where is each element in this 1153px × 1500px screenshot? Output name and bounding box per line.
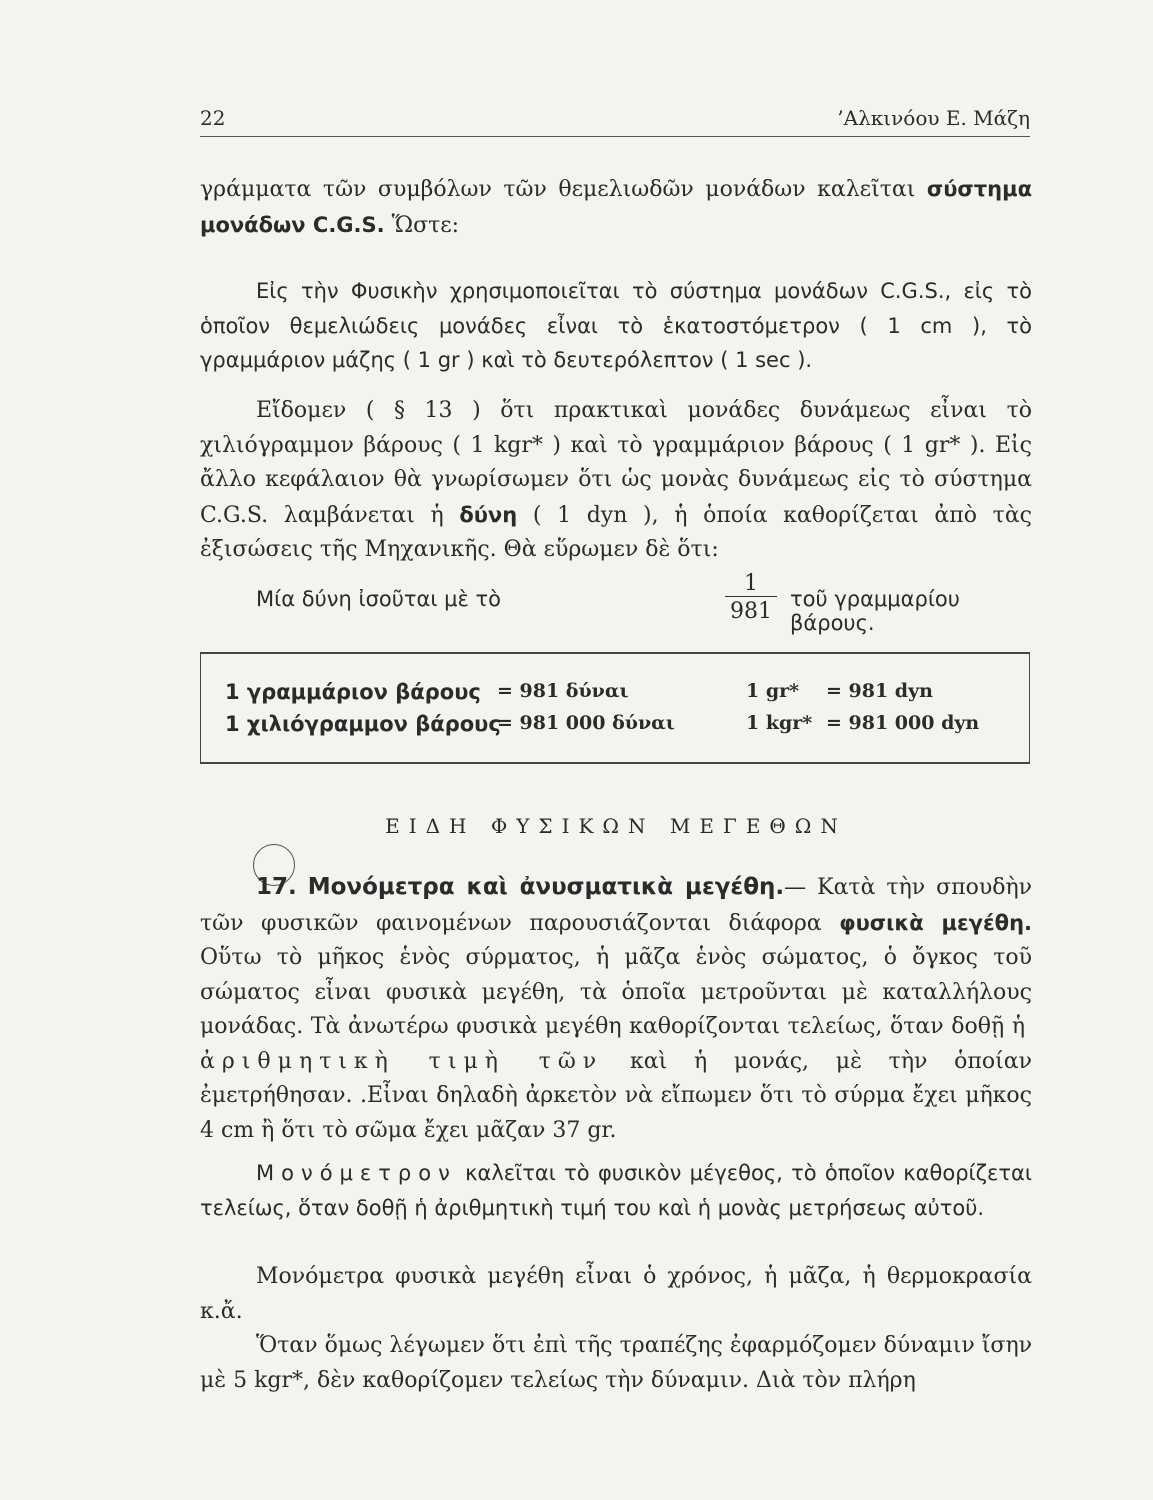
page-number: 22 (200, 106, 226, 130)
text-span: — Κατὰ τὴν σπουδὴν τῶν φυσικῶν φαινομένων παρουσιάζονται διάφορα (200, 875, 1033, 936)
paragraph-scalar-vector (200, 870, 1032, 1148)
conversion-row (201, 712, 1029, 742)
fraction-numerator: 1 (744, 571, 758, 596)
dyne-fraction-statement (200, 571, 1032, 635)
fraction (723, 572, 779, 623)
paragraph-dyne (200, 394, 1032, 568)
conversion-eq-dynes: = 981 δύναι (497, 680, 629, 702)
conversion-left: 1 χιλιόγραμμον βάρους (225, 712, 501, 736)
fraction-prefix: Μία δύνη ἰσοῦται μὲ τὸ (256, 587, 502, 611)
paragraph-cgs-intro (200, 172, 1032, 243)
text-span: καλεῖται τὸ φυσικὸν μέγεθος, τὸ ὁποῖον καθορίζεται τελείως, ὅταν δοθῇ ἡ ἀριθμητικὴ τιμή του καὶ ἡ μονὰς μετρήσεως αὐτοῦ. (200, 1161, 1032, 1220)
section-title: ΕΙΔΗ ΦΥΣΙΚΩΝ ΜΕΓΕΘΩΝ (385, 814, 847, 838)
conversion-unit: 1 kgr* (746, 712, 813, 734)
text-span: καὶ ἡ μονάς, μὲ τὴν ὁποίαν ἐμετρήθησαν. .Εἶναι δηλαδὴ ἀρκετὸν νὰ εἴπωμεν ὅτι τὸ σύρμα ἔχει μῆκος 4 cm ἢ ὅτι τὸ σῶμα ἔχει μᾶζαν 37 gr. (200, 1048, 1032, 1143)
unit-conversion-box (200, 652, 1030, 764)
conversion-unit: 1 gr* (746, 680, 800, 702)
paragraph-cgs-definition: Εἰς τὴν Φυσικὴν χρησιμοποιεῖται τὸ σύστημα μονάδων C.G.S., εἰς τὸ ὁποῖον θεμελιώδεις μονάδες εἶναι τὸ ἑκατοστόμετρον ( 1 cm ), τὸ γραμμάριον μάζης ( 1 gr ) καὶ τὸ δευτερόλεπτον ( 1 sec ). (200, 279, 1032, 372)
conversion-row (201, 680, 1029, 710)
fraction-denominator: 981 (730, 599, 772, 624)
spaced-term-scalar: Μονόμετρον (256, 1161, 457, 1185)
text-span: Οὕτω τὸ μῆκος ἑνὸς σύρματος, ἡ μᾶζα ἑνὸς σώματος, ὁ ὄγκος τοῦ σώματος εἶναι φυσικὰ μεγέθη, τὰ ὁποῖα μετροῦνται μὲ καταλλήλους μονάδας. Τὰ ἀνωτέρω φυσικὰ μεγέθη καθορίζονται τελείως, ὅταν δοθῇ (200, 945, 1032, 1039)
text-span: Εἴδομεν ( § 13 ) ὅτι πρακτικαὶ μονάδες δυνάμεως εἶναι τὸ χιλιόγραμμον βάρους ( 1 kgr* ) καὶ τὸ γραμμάριον βάρους ( 1 gr* ). Εἰς ἄλλο κεφάλαιον θὰ γνωρίσωμεν ὅτι ὡς μονὰς δυνάμεως εἰς τὸ σύστημα C.G.S. λαμβάνεται ἡ (200, 398, 1032, 528)
text-span: Ὥστε: (384, 212, 460, 238)
fraction-suffix: τοῦ γραμμαρίου βάρους. (790, 587, 960, 635)
section-heading: Μονόμετρα καὶ ἀνυσματικὰ μεγέθη. (307, 874, 785, 900)
section-number: 17. (256, 874, 297, 900)
bold-term-cgs-system: σύστημα μονάδων C.G.S. (200, 177, 1032, 237)
conversion-eq-dynes: = 981 000 δύναι (497, 712, 675, 734)
conversion-left: 1 γραμμάριον βάρους (225, 680, 481, 704)
paragraph-scalar-examples: Μονόμετρα φυσικὰ μεγέθη εἶναι ὁ χρόνος, ἡ μᾶζα, ἡ θερμοκρασία κ.ἄ. (200, 1264, 1032, 1324)
paragraph-scalar-definition (200, 1156, 1032, 1225)
conversion-eq-dyn: = 981 dyn (826, 680, 933, 702)
conversion-eq-dyn: = 981 000 dyn (826, 712, 980, 734)
bold-term-dyne: δύνη (459, 502, 518, 527)
bold-term-physical-quantities: φυσικὰ μεγέθη. (839, 910, 1033, 935)
text-span: ( 1 dyn ), ἡ ὁποία καθορίζεται ἀπὸ τὰς ἐξισώσεις τῆς Μηχανικῆς. Θὰ εὕρωμεν δὲ ὅτι: (200, 502, 1032, 562)
text-span: γράμματα τῶν συμβόλων τῶν θεμελιωδῶν μονάδων καλεῖται (200, 177, 927, 202)
running-head: ’Αλκινόου Ε. Μάζη (837, 106, 1030, 130)
page-header (200, 100, 1030, 137)
paragraph-force-example: Ὅταν ὅμως λέγωμεν ὅτι ἐπὶ τῆς τραπέζης ἐφαρμόζομεν δύναμιν ἴσην μὲ 5 kgr*, δὲν καθορίζομεν τελείως τὴν δύναμιν. Διὰ τὸν πλήρη (200, 1333, 1032, 1393)
spaced-emphasis: ἡ ἀριθμητικὴ τιμὴ τῶν (200, 1014, 1032, 1074)
